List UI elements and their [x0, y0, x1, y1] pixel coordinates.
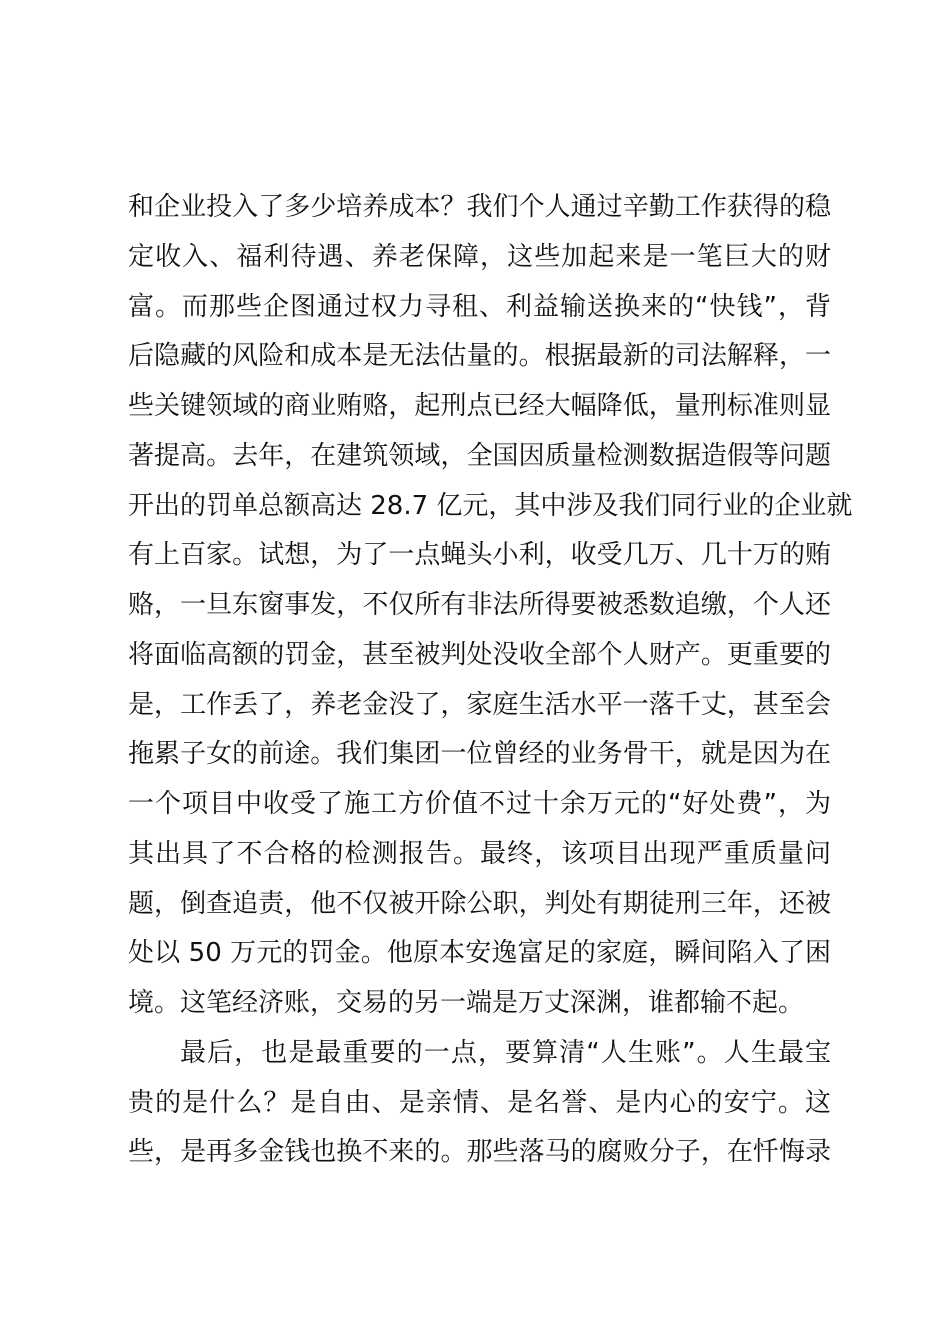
text-line: 是，工作丢了，养老金没了，家庭生活水平一落千丈，甚至会 — [128, 689, 831, 720]
text-line: 将面临高额的罚金，甚至被判处没收全部个人财产。更重要的 — [128, 639, 831, 670]
text-line: 境。这笔经济账，交易的另一端是万丈深渊，谁都输不起。 — [128, 988, 805, 1018]
text-line: 定收入、福利待遇、养老保障，这些加起来是一笔巨大的财 — [128, 241, 831, 272]
text-line: 处以 50 万元的罚金。他原本安逸富足的家庭，瞬间陷入了困 — [128, 938, 831, 969]
text-line: 和企业投入了多少培养成本？我们个人通过辛勤工作获得的稳 — [128, 192, 831, 222]
text-line: 些，是再多金钱也换不来的。那些落马的腐败分子，在忏悔录 — [128, 1137, 831, 1168]
document-page — [128, 183, 853, 1178]
text-line: 赂，一旦东窗事发，不仅所有非法所得要被悉数追缴，个人还 — [128, 590, 831, 620]
text-line: 些关键领域的商业贿赂，起刑点已经大幅降低，量刑标准则显 — [128, 391, 831, 421]
text-line: 最后，也是最重要的一点，要算清“人生账”。人生最宝 — [180, 1037, 831, 1068]
text-line: 富。而那些企图通过权力寻租、利益输送换来的“快钱”，背 — [128, 291, 831, 322]
text-line: 开出的罚单总额高达 28.7 亿元，其中涉及我们同行业的企业就 — [128, 490, 853, 521]
text-line: 题，倒查追责，他不仅被开除公职，判处有期徒刑三年，还被 — [128, 888, 831, 919]
text-line: 后隐藏的风险和成本是无法估量的。根据最新的司法解释，一 — [128, 341, 831, 372]
text-line: 著提高。去年，在建筑领域，全国因质量检测数据造假等问题 — [128, 440, 831, 471]
text-line: 一个项目中收受了施工方价值不过十余万元的“好处费”，为 — [128, 789, 831, 819]
paragraph — [128, 183, 853, 1029]
text-line: 其出具了不合格的检测报告。最终，该项目出现严重质量问 — [128, 838, 831, 869]
text-line: 有上百家。试想，为了一点蝇头小利，收受几万、几十万的贿 — [128, 540, 831, 571]
text-line: 贵的是什么？是自由、是亲情、是名誉、是内心的安宁。这 — [128, 1087, 831, 1118]
text-line: 拖累子女的前途。我们集团一位曾经的业务骨干，就是因为在 — [128, 739, 831, 770]
paragraph — [128, 1029, 831, 1178]
